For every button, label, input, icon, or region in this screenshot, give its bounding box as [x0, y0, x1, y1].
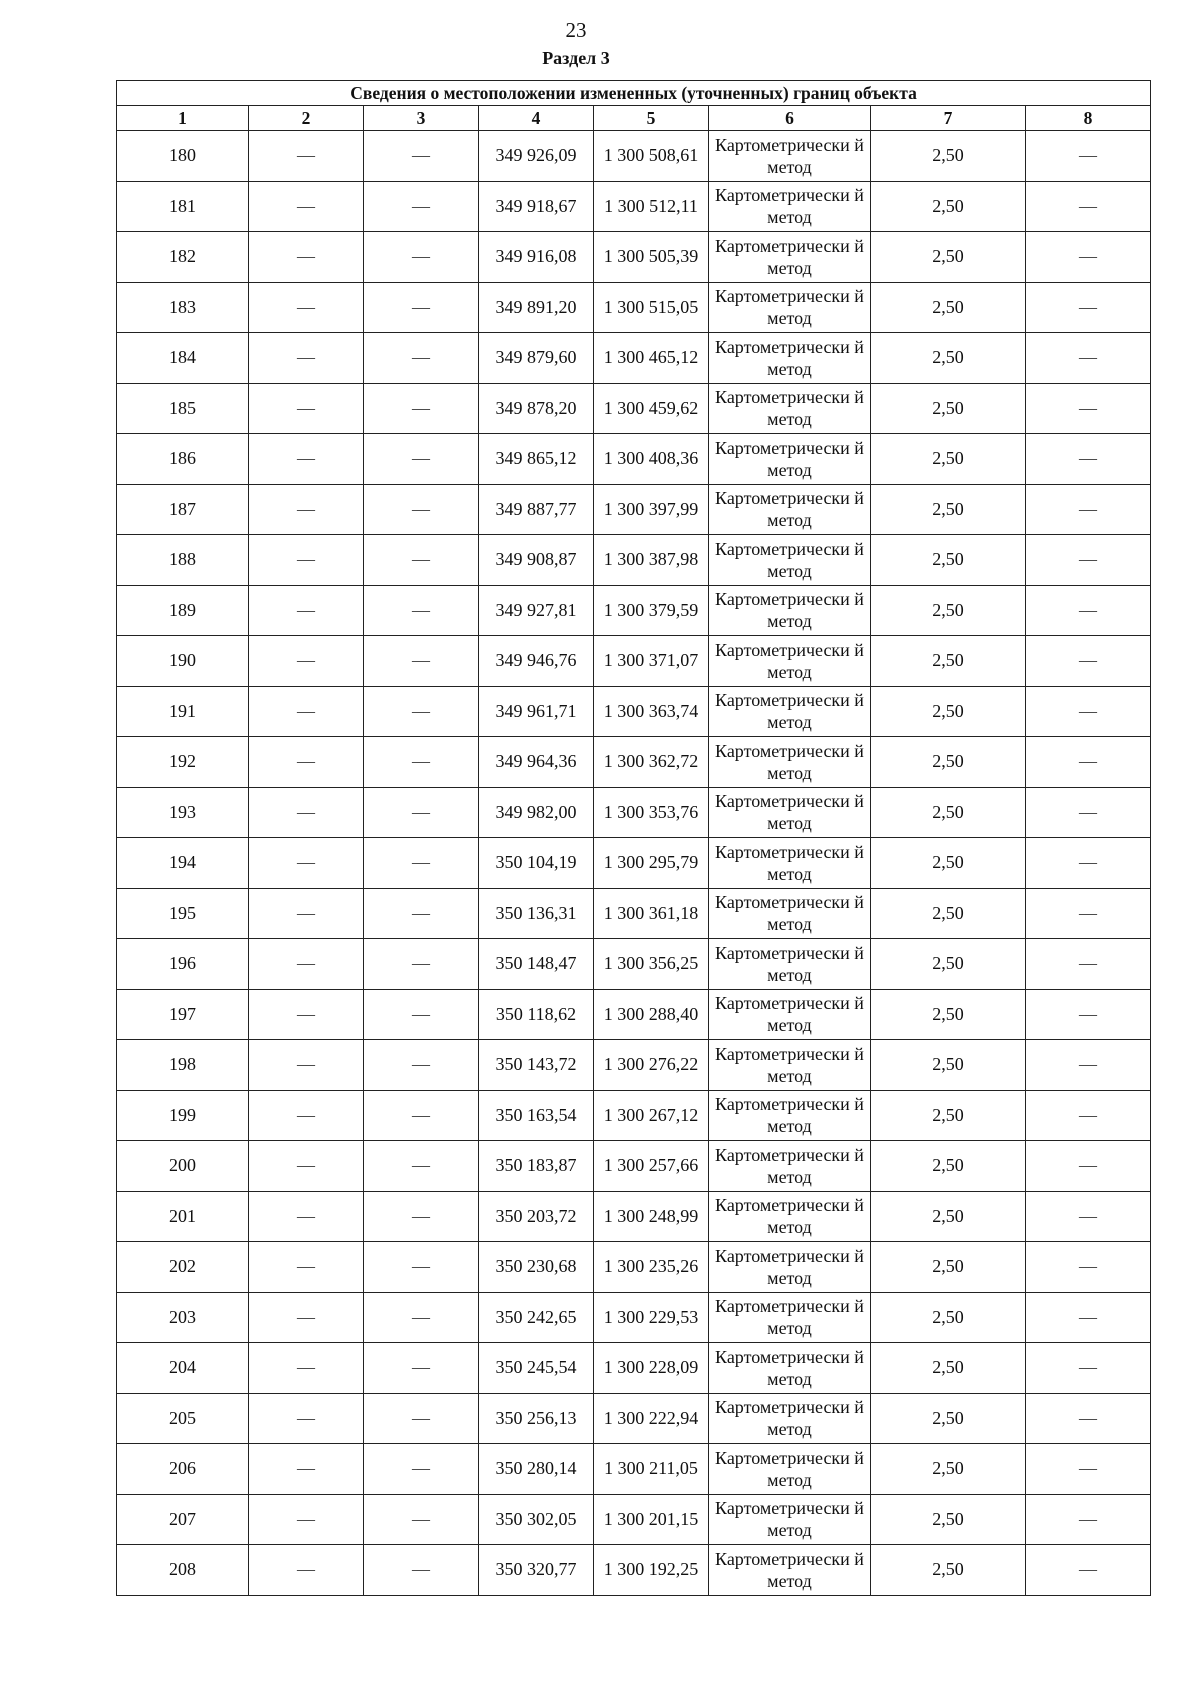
point-number-cell: 205	[117, 1393, 249, 1444]
cell-col2: —	[249, 383, 364, 434]
method-cell: Картометрически й метод	[709, 1191, 871, 1242]
y-coordinate-cell: 1 300 235,26	[594, 1242, 709, 1293]
x-coordinate-cell: 350 148,47	[479, 939, 594, 990]
accuracy-cell: 2,50	[871, 686, 1026, 737]
accuracy-cell: 2,50	[871, 1191, 1026, 1242]
point-number-cell: 198	[117, 1040, 249, 1091]
point-number-cell: 188	[117, 535, 249, 586]
cell-col2: —	[249, 888, 364, 939]
cell-col2: —	[249, 1545, 364, 1596]
cell-col3: —	[364, 1040, 479, 1091]
y-coordinate-cell: 1 300 408,36	[594, 434, 709, 485]
table-row	[117, 333, 1151, 384]
cell-col3: —	[364, 787, 479, 838]
y-coordinate-cell: 1 300 229,53	[594, 1292, 709, 1343]
y-coordinate-cell: 1 300 508,61	[594, 131, 709, 182]
y-coordinate-cell: 1 300 465,12	[594, 333, 709, 384]
cell-col2: —	[249, 535, 364, 586]
accuracy-cell: 2,50	[871, 131, 1026, 182]
table-row	[117, 131, 1151, 182]
accuracy-cell: 2,50	[871, 737, 1026, 788]
cell-col8: —	[1026, 1292, 1151, 1343]
x-coordinate-cell: 349 926,09	[479, 131, 594, 182]
cell-col8: —	[1026, 989, 1151, 1040]
table-row	[117, 1141, 1151, 1192]
cell-col2: —	[249, 1242, 364, 1293]
cell-col2: —	[249, 181, 364, 232]
cell-col8: —	[1026, 787, 1151, 838]
method-cell: Картометрически й метод	[709, 1242, 871, 1293]
accuracy-cell: 2,50	[871, 232, 1026, 283]
cell-col3: —	[364, 737, 479, 788]
cell-col3: —	[364, 939, 479, 990]
table-row	[117, 434, 1151, 485]
y-coordinate-cell: 1 300 363,74	[594, 686, 709, 737]
method-cell: Картометрически й метод	[709, 737, 871, 788]
point-number-cell: 185	[117, 383, 249, 434]
method-cell: Картометрически й метод	[709, 939, 871, 990]
column-header: 6	[709, 106, 871, 131]
method-cell: Картометрически й метод	[709, 636, 871, 687]
x-coordinate-cell: 349 916,08	[479, 232, 594, 283]
y-coordinate-cell: 1 300 211,05	[594, 1444, 709, 1495]
column-header: 5	[594, 106, 709, 131]
cell-col8: —	[1026, 131, 1151, 182]
table-body	[117, 131, 1151, 1596]
y-coordinate-cell: 1 300 201,15	[594, 1494, 709, 1545]
accuracy-cell: 2,50	[871, 1040, 1026, 1091]
x-coordinate-cell: 350 118,62	[479, 989, 594, 1040]
cell-col8: —	[1026, 686, 1151, 737]
table-row	[117, 787, 1151, 838]
accuracy-cell: 2,50	[871, 888, 1026, 939]
cell-col3: —	[364, 989, 479, 1040]
y-coordinate-cell: 1 300 222,94	[594, 1393, 709, 1444]
cell-col8: —	[1026, 383, 1151, 434]
y-coordinate-cell: 1 300 257,66	[594, 1141, 709, 1192]
point-number-cell: 204	[117, 1343, 249, 1394]
cell-col2: —	[249, 484, 364, 535]
cell-col8: —	[1026, 888, 1151, 939]
cell-col8: —	[1026, 282, 1151, 333]
table-row	[117, 1191, 1151, 1242]
point-number-cell: 183	[117, 282, 249, 333]
table-row	[117, 1343, 1151, 1394]
method-cell: Картометрически й метод	[709, 232, 871, 283]
y-coordinate-cell: 1 300 512,11	[594, 181, 709, 232]
accuracy-cell: 2,50	[871, 1090, 1026, 1141]
table-row	[117, 232, 1151, 283]
cell-col8: —	[1026, 232, 1151, 283]
accuracy-cell: 2,50	[871, 1141, 1026, 1192]
point-number-cell: 192	[117, 737, 249, 788]
cell-col3: —	[364, 535, 479, 586]
method-cell: Картометрически й метод	[709, 333, 871, 384]
cell-col3: —	[364, 131, 479, 182]
point-number-cell: 208	[117, 1545, 249, 1596]
cell-col2: —	[249, 636, 364, 687]
method-cell: Картометрически й метод	[709, 787, 871, 838]
cell-col3: —	[364, 1191, 479, 1242]
cell-col3: —	[364, 838, 479, 889]
cell-col2: —	[249, 232, 364, 283]
y-coordinate-cell: 1 300 459,62	[594, 383, 709, 434]
method-cell: Картометрически й метод	[709, 838, 871, 889]
table-row	[117, 1242, 1151, 1293]
x-coordinate-cell: 350 203,72	[479, 1191, 594, 1242]
cell-col3: —	[364, 383, 479, 434]
method-cell: Картометрически й метод	[709, 888, 871, 939]
table-row	[117, 939, 1151, 990]
point-number-cell: 202	[117, 1242, 249, 1293]
method-cell: Картометрически й метод	[709, 1040, 871, 1091]
point-number-cell: 187	[117, 484, 249, 535]
point-number-cell: 203	[117, 1292, 249, 1343]
cell-col8: —	[1026, 737, 1151, 788]
column-header-row	[117, 106, 1151, 131]
cell-col8: —	[1026, 1090, 1151, 1141]
y-coordinate-cell: 1 300 505,39	[594, 232, 709, 283]
y-coordinate-cell: 1 300 397,99	[594, 484, 709, 535]
x-coordinate-cell: 349 918,67	[479, 181, 594, 232]
cell-col2: —	[249, 1191, 364, 1242]
x-coordinate-cell: 350 256,13	[479, 1393, 594, 1444]
point-number-cell: 196	[117, 939, 249, 990]
x-coordinate-cell: 349 908,87	[479, 535, 594, 586]
x-coordinate-cell: 350 245,54	[479, 1343, 594, 1394]
accuracy-cell: 2,50	[871, 1343, 1026, 1394]
method-cell: Картометрически й метод	[709, 989, 871, 1040]
x-coordinate-cell: 350 163,54	[479, 1090, 594, 1141]
y-coordinate-cell: 1 300 371,07	[594, 636, 709, 687]
cell-col3: —	[364, 181, 479, 232]
cell-col2: —	[249, 939, 364, 990]
cell-col2: —	[249, 737, 364, 788]
cell-col8: —	[1026, 1393, 1151, 1444]
y-coordinate-cell: 1 300 387,98	[594, 535, 709, 586]
page-number: 23	[565, 18, 587, 42]
table-row	[117, 535, 1151, 586]
method-cell: Картометрически й метод	[709, 434, 871, 485]
column-header: 4	[479, 106, 594, 131]
x-coordinate-cell: 350 320,77	[479, 1545, 594, 1596]
point-number-cell: 193	[117, 787, 249, 838]
x-coordinate-cell: 350 230,68	[479, 1242, 594, 1293]
y-coordinate-cell: 1 300 295,79	[594, 838, 709, 889]
cell-col3: —	[364, 1242, 479, 1293]
cell-col3: —	[364, 1090, 479, 1141]
cell-col2: —	[249, 333, 364, 384]
accuracy-cell: 2,50	[871, 1494, 1026, 1545]
cell-col3: —	[364, 636, 479, 687]
table-row	[117, 1090, 1151, 1141]
cell-col2: —	[249, 989, 364, 1040]
cell-col8: —	[1026, 585, 1151, 636]
x-coordinate-cell: 350 136,31	[479, 888, 594, 939]
table-row	[117, 989, 1151, 1040]
column-header: 2	[249, 106, 364, 131]
method-cell: Картометрически й метод	[709, 1444, 871, 1495]
point-number-cell: 195	[117, 888, 249, 939]
cell-col8: —	[1026, 333, 1151, 384]
point-number-cell: 206	[117, 1444, 249, 1495]
accuracy-cell: 2,50	[871, 1444, 1026, 1495]
cell-col8: —	[1026, 181, 1151, 232]
table-row	[117, 383, 1151, 434]
table-row	[117, 1545, 1151, 1596]
accuracy-cell: 2,50	[871, 282, 1026, 333]
cell-col3: —	[364, 888, 479, 939]
table-row	[117, 838, 1151, 889]
method-cell: Картометрически й метод	[709, 282, 871, 333]
cell-col8: —	[1026, 838, 1151, 889]
cell-col2: —	[249, 585, 364, 636]
point-number-cell: 180	[117, 131, 249, 182]
accuracy-cell: 2,50	[871, 383, 1026, 434]
table-row	[117, 1444, 1151, 1495]
y-coordinate-cell: 1 300 192,25	[594, 1545, 709, 1596]
point-number-cell: 184	[117, 333, 249, 384]
cell-col3: —	[364, 1292, 479, 1343]
table-row	[117, 1494, 1151, 1545]
cell-col3: —	[364, 1545, 479, 1596]
table-caption: Сведения о местоположении измененных (уточненных) границ объекта	[117, 81, 1151, 106]
point-number-cell: 181	[117, 181, 249, 232]
y-coordinate-cell: 1 300 267,12	[594, 1090, 709, 1141]
x-coordinate-cell: 350 183,87	[479, 1141, 594, 1192]
cell-col2: —	[249, 131, 364, 182]
cell-col2: —	[249, 1393, 364, 1444]
y-coordinate-cell: 1 300 288,40	[594, 989, 709, 1040]
accuracy-cell: 2,50	[871, 787, 1026, 838]
table-row	[117, 888, 1151, 939]
x-coordinate-cell: 349 878,20	[479, 383, 594, 434]
table-row	[117, 1393, 1151, 1444]
cell-col3: —	[364, 484, 479, 535]
column-header: 8	[1026, 106, 1151, 131]
x-coordinate-cell: 350 302,05	[479, 1494, 594, 1545]
cell-col8: —	[1026, 484, 1151, 535]
x-coordinate-cell: 349 961,71	[479, 686, 594, 737]
cell-col8: —	[1026, 1141, 1151, 1192]
x-coordinate-cell: 349 946,76	[479, 636, 594, 687]
point-number-cell: 194	[117, 838, 249, 889]
x-coordinate-cell: 350 143,72	[479, 1040, 594, 1091]
method-cell: Картометрически й метод	[709, 131, 871, 182]
accuracy-cell: 2,50	[871, 838, 1026, 889]
cell-col8: —	[1026, 636, 1151, 687]
cell-col8: —	[1026, 1444, 1151, 1495]
accuracy-cell: 2,50	[871, 1393, 1026, 1444]
point-number-cell: 182	[117, 232, 249, 283]
cell-col3: —	[364, 585, 479, 636]
y-coordinate-cell: 1 300 356,25	[594, 939, 709, 990]
method-cell: Картометрически й метод	[709, 686, 871, 737]
coordinates-table	[116, 80, 1151, 1596]
accuracy-cell: 2,50	[871, 636, 1026, 687]
y-coordinate-cell: 1 300 515,05	[594, 282, 709, 333]
accuracy-cell: 2,50	[871, 1292, 1026, 1343]
cell-col8: —	[1026, 1494, 1151, 1545]
x-coordinate-cell: 350 104,19	[479, 838, 594, 889]
accuracy-cell: 2,50	[871, 484, 1026, 535]
table-row	[117, 636, 1151, 687]
cell-col2: —	[249, 434, 364, 485]
method-cell: Картометрически й метод	[709, 535, 871, 586]
table-row	[117, 484, 1151, 535]
y-coordinate-cell: 1 300 379,59	[594, 585, 709, 636]
cell-col2: —	[249, 1141, 364, 1192]
x-coordinate-cell: 349 964,36	[479, 737, 594, 788]
x-coordinate-cell: 349 887,77	[479, 484, 594, 535]
method-cell: Картометрически й метод	[709, 1494, 871, 1545]
x-coordinate-cell: 349 982,00	[479, 787, 594, 838]
cell-col3: —	[364, 1393, 479, 1444]
accuracy-cell: 2,50	[871, 939, 1026, 990]
cell-col8: —	[1026, 434, 1151, 485]
accuracy-cell: 2,50	[871, 585, 1026, 636]
method-cell: Картометрически й метод	[709, 1090, 871, 1141]
table-row	[117, 737, 1151, 788]
cell-col2: —	[249, 1343, 364, 1394]
cell-col3: —	[364, 1494, 479, 1545]
table-row	[117, 1292, 1151, 1343]
table-row	[117, 686, 1151, 737]
point-number-cell: 191	[117, 686, 249, 737]
y-coordinate-cell: 1 300 362,72	[594, 737, 709, 788]
cell-col2: —	[249, 1090, 364, 1141]
table-row	[117, 1040, 1151, 1091]
cell-col8: —	[1026, 1191, 1151, 1242]
cell-col8: —	[1026, 1545, 1151, 1596]
accuracy-cell: 2,50	[871, 535, 1026, 586]
cell-col3: —	[364, 1444, 479, 1495]
method-cell: Картометрически й метод	[709, 585, 871, 636]
point-number-cell: 200	[117, 1141, 249, 1192]
point-number-cell: 199	[117, 1090, 249, 1141]
column-header: 3	[364, 106, 479, 131]
cell-col2: —	[249, 282, 364, 333]
accuracy-cell: 2,50	[871, 1545, 1026, 1596]
x-coordinate-cell: 349 879,60	[479, 333, 594, 384]
cell-col3: —	[364, 333, 479, 384]
x-coordinate-cell: 349 927,81	[479, 585, 594, 636]
cell-col2: —	[249, 838, 364, 889]
table-row	[117, 282, 1151, 333]
column-header: 7	[871, 106, 1026, 131]
method-cell: Картометрически й метод	[709, 383, 871, 434]
x-coordinate-cell: 350 280,14	[479, 1444, 594, 1495]
point-number-cell: 197	[117, 989, 249, 1040]
method-cell: Картометрически й метод	[709, 181, 871, 232]
cell-col2: —	[249, 1494, 364, 1545]
cell-col3: —	[364, 232, 479, 283]
method-cell: Картометрически й метод	[709, 484, 871, 535]
y-coordinate-cell: 1 300 228,09	[594, 1343, 709, 1394]
cell-col3: —	[364, 282, 479, 333]
point-number-cell: 207	[117, 1494, 249, 1545]
cell-col3: —	[364, 686, 479, 737]
x-coordinate-cell: 349 865,12	[479, 434, 594, 485]
section-title: Раздел 3	[542, 48, 610, 68]
cell-col8: —	[1026, 1242, 1151, 1293]
cell-col3: —	[364, 1141, 479, 1192]
cell-col2: —	[249, 1444, 364, 1495]
cell-col8: —	[1026, 939, 1151, 990]
accuracy-cell: 2,50	[871, 989, 1026, 1040]
y-coordinate-cell: 1 300 361,18	[594, 888, 709, 939]
point-number-cell: 186	[117, 434, 249, 485]
cell-col8: —	[1026, 1343, 1151, 1394]
method-cell: Картометрически й метод	[709, 1393, 871, 1444]
x-coordinate-cell: 350 242,65	[479, 1292, 594, 1343]
cell-col8: —	[1026, 535, 1151, 586]
accuracy-cell: 2,50	[871, 181, 1026, 232]
table-row	[117, 585, 1151, 636]
method-cell: Картометрически й метод	[709, 1292, 871, 1343]
point-number-cell: 190	[117, 636, 249, 687]
method-cell: Картометрически й метод	[709, 1141, 871, 1192]
point-number-cell: 201	[117, 1191, 249, 1242]
table-row	[117, 181, 1151, 232]
point-number-cell: 189	[117, 585, 249, 636]
method-cell: Картометрически й метод	[709, 1545, 871, 1596]
cell-col8: —	[1026, 1040, 1151, 1091]
cell-col3: —	[364, 1343, 479, 1394]
x-coordinate-cell: 349 891,20	[479, 282, 594, 333]
y-coordinate-cell: 1 300 248,99	[594, 1191, 709, 1242]
y-coordinate-cell: 1 300 353,76	[594, 787, 709, 838]
cell-col3: —	[364, 434, 479, 485]
accuracy-cell: 2,50	[871, 434, 1026, 485]
method-cell: Картометрически й метод	[709, 1343, 871, 1394]
column-header: 1	[117, 106, 249, 131]
accuracy-cell: 2,50	[871, 333, 1026, 384]
cell-col2: —	[249, 787, 364, 838]
y-coordinate-cell: 1 300 276,22	[594, 1040, 709, 1091]
cell-col2: —	[249, 686, 364, 737]
cell-col2: —	[249, 1040, 364, 1091]
cell-col2: —	[249, 1292, 364, 1343]
accuracy-cell: 2,50	[871, 1242, 1026, 1293]
